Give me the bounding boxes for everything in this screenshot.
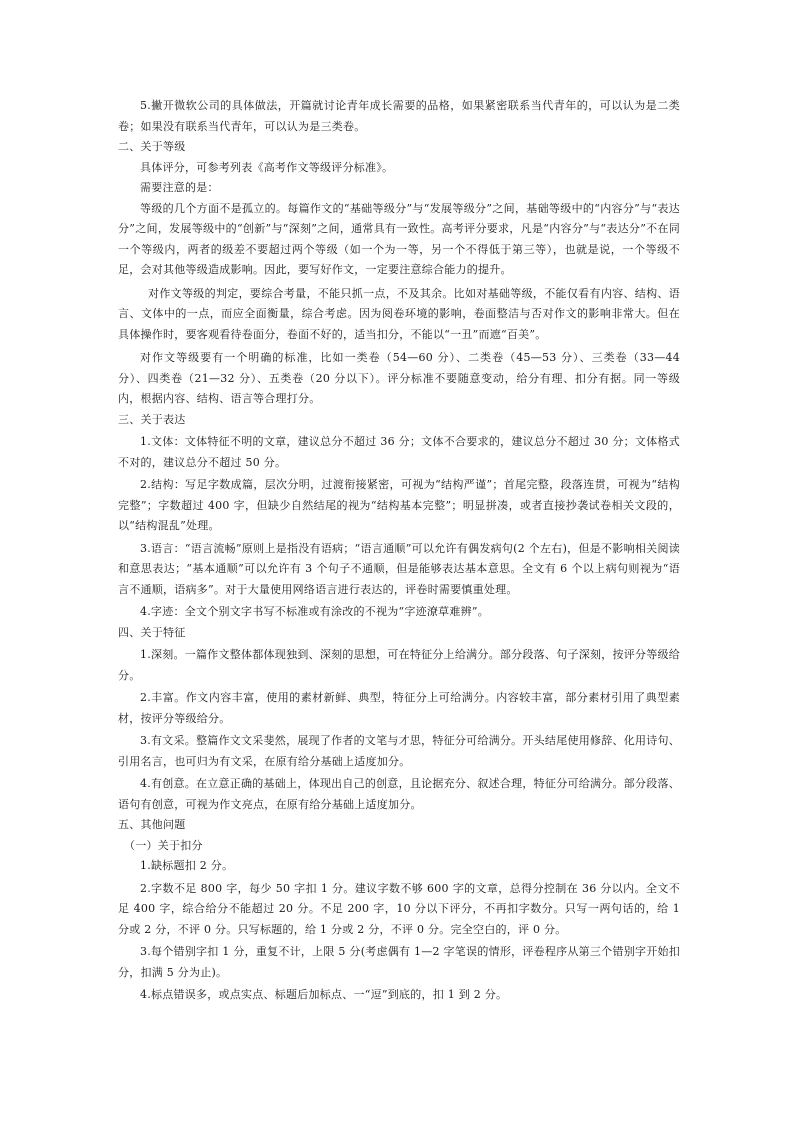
paragraph: 5.撇开微软公司的具体做法，开篇就讨论青年成长需要的品格，如果紧密联系当代青年的，可以认为是二类卷；如果没有联系当代青年，可以认为是三类卷。 xyxy=(118,99,680,133)
paragraph: 1.文体：文体特征不明的文章，建议总分不超过 36 分；文体不合要求的，建议总分不超过 30 分；文体格式不对的，建议总分不超过 50 分。 xyxy=(118,435,680,469)
paragraph: 2.字数不足 800 字，每少 50 字扣 1 分。建议字数不够 600 字的文章，总得分控制在 36 分以内。全文不足 400 字，综合给分不能超过 20 分。不足 200 字，10 分以下评分，不再扣字数分。只写一两句话的，给 1 分或 2 分，不评 0 分。只写标题的，给 1 分或 2 分，不评 0 分。完全空白的，评 0 分。 xyxy=(118,881,680,936)
paragraph: 对作文等级要有一个明确的标准，比如一类卷（54—60 分）、二类卷（45—53 分）、三类卷（33—44 分）、四类卷（21—32 分）、五类卷（20 分以下）。评分标准不要随意变动，给分有理、扣分有据。同一等级内，根据内容、结构、语言等合理打分。 xyxy=(118,351,680,405)
section-heading: 五、其他问题 xyxy=(118,818,186,831)
paragraph: 等级的几个方面不是孤立的。每篇作文的“基础等级分”与“发展等级分”之间，基础等级中的“内容分”与“表达分”之间，发展等级中的“创新”与“深刻”之间，通常具有一致性。高考评分要求，凡是“内容分”与“表达分”不在同一个等级内，两者的级差不要超过两个等级（如一个为一等，另一个不得低于第三等），也就是说，一个等级不足，会对其他等级造成影响。因此，要写好作文，一定要注意综合能力的提升。 xyxy=(118,201,680,276)
paragraph: 4.有创意。在立意正确的基础上，体现出自己的创意，且论据充分、叙述合理，特征分可给满分。部分段落、语句有创意，可视为作文亮点，在原有给分基础上适度加分。 xyxy=(118,777,680,811)
paragraph: 4.字迹：全文个别文字书写不标准或有涂改的不视为“字迹潦草难辨”。 xyxy=(140,605,489,618)
paragraph: 对作文等级的判定，要综合考量，不能只抓一点，不及其余。比如对基础等级，不能仅看有内容、结构、语言、文体中的一点，而应全面衡量，综合考虑。因为阅卷环境的影响，卷面整洁与否对作文的影响非常大。但在具体操作时，要客观看待卷面分，卷面不好的，适当扣分，不能以“一丑”而遮“百美”。 xyxy=(118,286,680,341)
paragraph: 4.标点错误多，或点实点、标题后加标点、一“逗”到底的，扣 1 到 2 分。 xyxy=(140,988,508,1001)
paragraph: 1.缺标题扣 2 分。 xyxy=(140,859,234,872)
paragraph: 具体评分，可参考列表《高考作文等级评分标准》。 xyxy=(140,160,394,174)
section-heading: 三、关于表达 xyxy=(118,412,186,426)
paragraph: 需要注意的是： xyxy=(140,181,219,194)
subsection-heading: （一）关于扣分 xyxy=(124,838,203,852)
section-heading: 二、关于等级 xyxy=(118,140,186,153)
paragraph: 3.语言：“语言流畅”原则上是指没有语病；“语言通顺”可以允许有偶发病句(2 个左右)，但是不影响相关阅读和意思表达；“基本通顺”可以允许有 3 个句子不通顺，但是能够表达基本意思。全文有 6 个以上病句则视为“语言不通顺，语病多”。对于大量使用网络语言进行表达的，评卷时需要慎重处理。 xyxy=(118,541,680,596)
section-heading: 四、关于特征 xyxy=(118,625,186,639)
paragraph: 3.每个错别字扣 1 分，重复不计，上限 5 分(考虑偶有 1—2 字笔误的情形，评卷程序从第三个错别字开始扣分，扣满 5 分为止)。 xyxy=(118,945,680,979)
paragraph: 3.有文采。整篇作文文采斐然，展现了作者的文笔与才思，特征分可给满分。开头结尾使用修辞、化用诗句、引用名言，也可归为有文采，在原有给分基础上适度加分。 xyxy=(118,734,680,768)
paragraph: 2.结构：写足字数成篇，层次分明，过渡衔接紧密，可视为“结构严谨”；首尾完整，段落连贯，可视为“结构完整”；字数超过 400 字，但缺少自然结尾的视为“结构基本完整”；明显拼凑，或者直接抄袭试卷相关文段的，以“结构混乱”处理。 xyxy=(118,478,680,532)
paragraph: 2.丰富。作文内容丰富，使用的素材新鲜、典型，特征分上可给满分。内容较丰富，部分素材引用了典型素材，按评分等级给分。 xyxy=(118,691,680,725)
document-body xyxy=(118,96,680,1006)
paragraph: 1.深刻。一篇作文整体都体现独到、深刻的思想，可在特征分上给满分。部分段落、句子深刻，按评分等级给分。 xyxy=(118,648,680,682)
